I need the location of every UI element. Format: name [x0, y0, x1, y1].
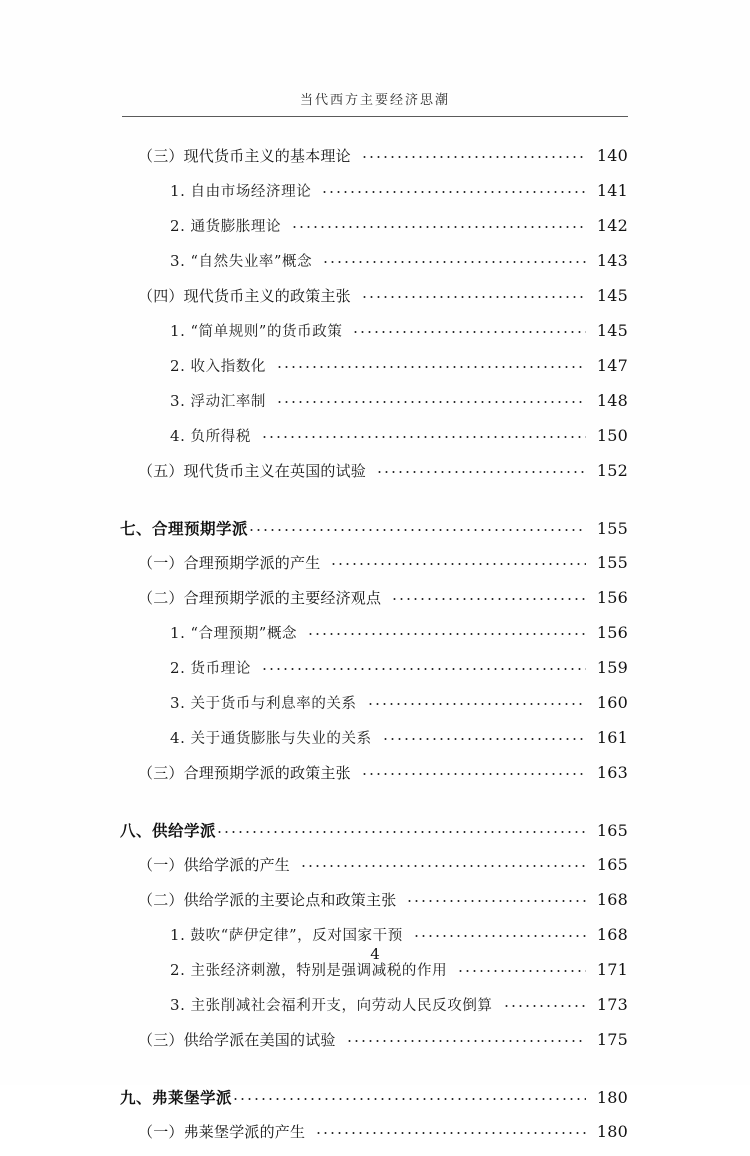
toc-entry-text: 关于通货膨胀与失业的关系: [190, 731, 372, 747]
toc-entry-page: 143: [596, 251, 628, 270]
running-head-title: 当代西方主要经济思潮: [299, 93, 450, 108]
toc-entry-text: 货币理论: [190, 661, 251, 677]
toc-entry-number: 4.: [170, 427, 186, 445]
toc-entry-page: 156: [596, 588, 628, 607]
toc-entry-number: 4.: [170, 729, 186, 747]
toc-entry-page: 165: [596, 821, 628, 840]
toc-entry-text: （一）弗莱堡学派的产生: [138, 1123, 306, 1141]
toc-entry-page: 173: [596, 995, 628, 1014]
toc-entry-label: [170, 692, 357, 713]
toc-entry-text: 浮动汇率制: [190, 394, 267, 410]
toc-entry[interactable]: [0, 390, 750, 425]
toc-entry-label: [170, 215, 281, 236]
toc-entry-label: [138, 1121, 305, 1142]
dot-leader: [367, 696, 586, 708]
toc-entry-label: [138, 1029, 336, 1050]
toc-entry-number: 3.: [170, 694, 186, 712]
toc-entry-text: （一）合理预期学派的产生: [138, 554, 321, 572]
dot-leader: [376, 464, 586, 476]
toc-entry-text: （五）现代货币主义在英国的试验: [138, 462, 367, 480]
toc-entry-text: 九、弗莱堡学派: [120, 1089, 233, 1107]
toc-entry-number: 2.: [170, 659, 186, 677]
dot-leader: [315, 1125, 586, 1137]
toc-entry-page: 175: [596, 1030, 628, 1049]
toc-entry-text: （四）现代货币主义的政策主张: [138, 287, 351, 305]
toc-entry[interactable]: [0, 819, 750, 854]
toc-entry[interactable]: [0, 552, 750, 587]
toc-entry-text: 鼓吹“萨伊定律”，反对国家干预: [190, 928, 403, 944]
toc-entry-label: [170, 320, 342, 341]
toc-entry[interactable]: [0, 889, 750, 924]
toc-entry-text: （三）合理预期学派的政策主张: [138, 764, 351, 782]
toc-entry-label: [170, 390, 266, 411]
toc-entry-label: [120, 517, 248, 539]
toc-entry-label: [138, 762, 351, 783]
dot-leader: [382, 731, 586, 743]
dot-leader: [406, 893, 586, 905]
page-number: 4: [370, 945, 380, 963]
toc-entry-text: 关于货币与利息率的关系: [190, 696, 357, 712]
toc-entry[interactable]: [0, 587, 750, 622]
toc-entry-text: （三）现代货币主义的基本理论: [138, 147, 351, 165]
dot-leader: [321, 184, 586, 196]
toc-entry-page: 161: [596, 728, 628, 747]
toc-entry[interactable]: [0, 320, 750, 355]
toc-entry[interactable]: [0, 355, 750, 390]
toc-entry[interactable]: [0, 250, 750, 285]
toc-entry-text: 负所得税: [190, 429, 251, 445]
dot-leader: [307, 626, 586, 638]
toc-entry-label: [170, 994, 493, 1015]
toc-entry-label: [170, 355, 266, 376]
dot-leader: [322, 254, 586, 266]
toc-entry-label: [138, 285, 351, 306]
toc-entry[interactable]: [0, 285, 750, 320]
toc-entry-page: 142: [596, 216, 628, 235]
dot-leader: [291, 219, 586, 231]
running-head: [122, 92, 628, 117]
toc-entry[interactable]: [0, 1086, 750, 1121]
toc-entry-text: 收入指数化: [190, 359, 267, 375]
toc-entry-text: （三）供给学派在美国的试验: [138, 1031, 336, 1049]
toc-entry-number: 3.: [170, 996, 186, 1014]
toc-entry-label: [138, 854, 290, 875]
dot-leader: [361, 149, 586, 161]
table-of-contents: [0, 145, 750, 1156]
toc-entry[interactable]: [0, 460, 750, 495]
toc-entry[interactable]: [0, 657, 750, 692]
dot-leader: [216, 824, 586, 836]
dot-leader: [391, 591, 586, 603]
toc-entry[interactable]: [0, 1121, 750, 1156]
toc-entry-number: 2.: [170, 961, 186, 979]
dot-leader: [330, 556, 586, 568]
toc-entry-page: 140: [596, 146, 628, 165]
toc-entry-label: [138, 889, 396, 910]
toc-entry-page: 168: [596, 890, 628, 909]
toc-entry-label: [170, 657, 251, 678]
dot-leader: [352, 324, 586, 336]
dot-leader: [248, 522, 586, 534]
dot-leader: [346, 1033, 586, 1045]
toc-entry-page: 171: [596, 960, 628, 979]
toc-entry-page: 155: [596, 553, 628, 572]
toc-entry-label: [120, 1086, 232, 1108]
toc-entry-page: 145: [596, 286, 628, 305]
toc-entry-page: 163: [596, 763, 628, 782]
toc-entry-text: “合理预期”概念: [190, 626, 298, 642]
toc-entry-label: [170, 727, 372, 748]
dot-leader: [261, 429, 586, 441]
dot-leader: [361, 766, 586, 778]
dot-leader: [276, 359, 586, 371]
toc-entry-number: 1.: [170, 322, 186, 340]
toc-entry[interactable]: [0, 854, 750, 889]
toc-entry[interactable]: [0, 517, 750, 552]
toc-entry-page: 141: [596, 181, 628, 200]
dot-leader: [457, 963, 586, 975]
toc-entry-text: 通货膨胀理论: [190, 219, 282, 235]
toc-entry-number: 1.: [170, 182, 186, 200]
toc-entry[interactable]: [0, 145, 750, 180]
toc-entry-text: 七、合理预期学派: [120, 520, 249, 538]
toc-entry-page: 159: [596, 658, 628, 677]
toc-entry[interactable]: [0, 215, 750, 250]
toc-entry-text: （二）合理预期学派的主要经济观点: [138, 589, 382, 607]
dot-leader: [503, 998, 586, 1010]
toc-entry-number: 2.: [170, 357, 186, 375]
toc-entry-page: 160: [596, 693, 628, 712]
dot-leader: [413, 928, 586, 940]
toc-entry-label: [170, 924, 403, 945]
dot-leader: [361, 289, 586, 301]
toc-entry-page: 180: [596, 1088, 628, 1107]
toc-entry-label: [170, 250, 312, 271]
toc-entry-text: 八、供给学派: [120, 822, 217, 840]
toc-entry[interactable]: [0, 692, 750, 727]
toc-entry-label: [138, 145, 351, 166]
toc-entry-page: 165: [596, 855, 628, 874]
toc-entry-label: [138, 460, 366, 481]
toc-entry-page: 152: [596, 461, 628, 480]
toc-entry[interactable]: [0, 622, 750, 657]
toc-entry-label: [170, 622, 297, 643]
toc-entry-page: 156: [596, 623, 628, 642]
toc-entry-label: [120, 819, 216, 841]
toc-entry[interactable]: [0, 727, 750, 762]
toc-entry-text: 主张经济刺激，特别是强调减税的作用: [190, 963, 448, 979]
toc-entry[interactable]: [0, 762, 750, 797]
header-divider: [122, 116, 628, 117]
toc-entry-page: 148: [596, 391, 628, 410]
toc-entry-page: 150: [596, 426, 628, 445]
toc-entry-number: 1.: [170, 926, 186, 944]
toc-entry-label: [138, 587, 381, 608]
toc-entry[interactable]: [0, 994, 750, 1029]
toc-entry-page: 147: [596, 356, 628, 375]
toc-entry-text: “自然失业率”概念: [190, 254, 313, 270]
toc-entry[interactable]: [0, 425, 750, 460]
toc-entry-text: “简单规则”的货币政策: [190, 324, 343, 340]
dot-leader: [276, 394, 586, 406]
toc-entry[interactable]: [0, 1029, 750, 1064]
toc-entry-text: （一）供给学派的产生: [138, 856, 291, 874]
toc-entry-text: 主张削减社会福利开支，向劳动人民反攻倒算: [190, 998, 493, 1014]
toc-entry-number: 2.: [170, 217, 186, 235]
toc-entry-page: 155: [596, 519, 628, 538]
dot-leader: [261, 661, 586, 673]
toc-entry-page: 145: [596, 321, 628, 340]
toc-entry-page: 180: [596, 1122, 628, 1141]
toc-entry-text: （二）供给学派的主要论点和政策主张: [138, 891, 397, 909]
toc-entry-page: 168: [596, 925, 628, 944]
toc-entry-number: 3.: [170, 252, 186, 270]
toc-entry-label: [138, 552, 320, 573]
toc-entry-text: 自由市场经济理论: [190, 184, 312, 200]
toc-entry-number: 3.: [170, 392, 186, 410]
toc-entry[interactable]: [0, 959, 750, 994]
dot-leader: [232, 1091, 586, 1103]
toc-entry-label: [170, 180, 311, 201]
toc-entry[interactable]: [0, 180, 750, 215]
toc-entry-label: [170, 425, 251, 446]
dot-leader: [300, 858, 586, 870]
toc-entry-number: 1.: [170, 624, 186, 642]
